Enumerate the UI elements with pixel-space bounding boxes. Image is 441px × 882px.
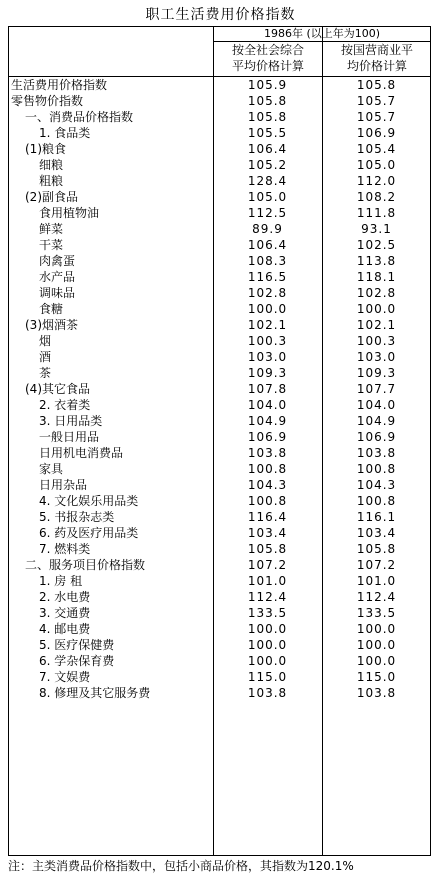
- value-state-commerce-average: 105.8: [356, 78, 397, 92]
- row-label: 日用机电消费品: [39, 446, 124, 460]
- value-state-commerce-average: 133.5: [356, 606, 397, 620]
- value-overall-average: 106.4: [247, 142, 288, 156]
- row-label: 生活费用价格指数: [11, 78, 108, 92]
- value-overall-average: 108.3: [247, 254, 288, 268]
- value-overall-average: 104.9: [247, 414, 288, 428]
- table-row: [9, 333, 430, 349]
- table-row: [9, 237, 430, 253]
- row-label: 水产品: [39, 270, 76, 284]
- value-overall-average: 105.0: [247, 190, 288, 204]
- value-state-commerce-average: 100.8: [356, 462, 397, 476]
- table-row: [9, 285, 430, 301]
- table-row: [9, 189, 430, 205]
- value-overall-average: 128.4: [247, 174, 288, 188]
- value-state-commerce-average: 100.8: [356, 494, 397, 508]
- value-state-commerce-average: 102.5: [356, 238, 397, 252]
- table-row: [9, 461, 430, 477]
- row-label: 零售物价指数: [11, 94, 84, 108]
- row-label: 2. 水电费: [39, 590, 91, 604]
- row-label: 3. 日用品类: [39, 414, 103, 428]
- value-overall-average: 109.3: [247, 366, 288, 380]
- row-label: 2. 衣着类: [39, 398, 91, 412]
- table-row: [9, 397, 430, 413]
- value-overall-average: 100.0: [247, 654, 288, 668]
- value-overall-average: 105.2: [247, 158, 288, 172]
- value-state-commerce-average: 100.0: [356, 302, 397, 316]
- row-label: 1. 食品类: [39, 126, 91, 140]
- value-overall-average: 104.0: [247, 398, 288, 412]
- value-overall-average: 105.8: [247, 94, 288, 108]
- value-state-commerce-average: 93.1: [361, 222, 392, 236]
- table-row: [9, 685, 430, 701]
- footnote: 注：主类消费品价格指数中，包括小商品价格，其指数为120.1%: [8, 859, 354, 873]
- table-row: [9, 157, 430, 173]
- row-label: 粗粮: [39, 174, 64, 188]
- value-overall-average: 105.9: [247, 78, 288, 92]
- value-state-commerce-average: 111.8: [356, 206, 397, 220]
- row-label: 一、消费品价格指数: [25, 110, 134, 124]
- value-state-commerce-average: 112.0: [356, 174, 397, 188]
- value-state-commerce-average: 105.7: [356, 94, 397, 108]
- value-overall-average: 103.8: [247, 446, 288, 460]
- value-state-commerce-average: 100.0: [356, 638, 397, 652]
- row-label: (4)其它食品: [25, 382, 90, 396]
- row-label: 5. 医疗保健费: [39, 638, 115, 652]
- table-row: [9, 413, 430, 429]
- row-label: (1)粮食: [25, 142, 66, 156]
- table-row: [9, 93, 430, 109]
- value-state-commerce-average: 106.9: [356, 430, 397, 444]
- row-label: 日用杂品: [39, 478, 88, 492]
- table-row: [9, 509, 430, 525]
- value-state-commerce-average: 103.8: [356, 446, 397, 460]
- value-state-commerce-average: 105.7: [356, 110, 397, 124]
- value-state-commerce-average: 103.4: [356, 526, 397, 540]
- value-overall-average: 116.4: [247, 510, 288, 524]
- value-state-commerce-average: 105.4: [356, 142, 397, 156]
- value-state-commerce-average: 105.8: [356, 542, 397, 556]
- value-state-commerce-average: 109.3: [356, 366, 397, 380]
- row-label: 1. 房 租: [39, 574, 83, 588]
- table-body: [9, 77, 430, 701]
- table-title: 职工生活费用价格指数: [145, 7, 296, 23]
- table-row: [9, 301, 430, 317]
- row-label: 食糖: [39, 302, 64, 316]
- value-overall-average: 103.8: [247, 686, 288, 700]
- value-state-commerce-average: 100.3: [356, 334, 397, 348]
- value-state-commerce-average: 108.2: [356, 190, 397, 204]
- value-state-commerce-average: 105.0: [356, 158, 397, 172]
- value-overall-average: 106.4: [247, 238, 288, 252]
- value-overall-average: 100.8: [247, 462, 288, 476]
- row-label: 肉禽蛋: [39, 254, 76, 268]
- value-state-commerce-average: 106.9: [356, 126, 397, 140]
- row-label: 家具: [39, 462, 64, 476]
- table-row: [9, 621, 430, 637]
- table-row: [9, 573, 430, 589]
- column-header-line: 平均价格计算: [231, 59, 304, 73]
- value-overall-average: 115.0: [247, 670, 288, 684]
- table-row: [9, 605, 430, 621]
- table-row: [9, 429, 430, 445]
- column-header-line: 按全社会综合: [231, 43, 304, 57]
- table-row: [9, 653, 430, 669]
- table-row: [9, 381, 430, 397]
- row-label: 细粮: [39, 158, 64, 172]
- value-overall-average: 89.9: [252, 222, 283, 236]
- table-row: [9, 525, 430, 541]
- value-state-commerce-average: 101.0: [356, 574, 397, 588]
- price-index-table: [8, 26, 431, 856]
- value-overall-average: 100.0: [247, 638, 288, 652]
- value-state-commerce-average: 113.8: [356, 254, 397, 268]
- row-label: (2)副食品: [25, 190, 78, 204]
- value-state-commerce-average: 107.2: [356, 558, 397, 572]
- table-row: [9, 669, 430, 685]
- table-row: [9, 477, 430, 493]
- value-overall-average: 112.4: [247, 590, 288, 604]
- row-label: 酒: [39, 350, 52, 364]
- value-overall-average: 102.1: [247, 318, 288, 332]
- value-state-commerce-average: 102.1: [356, 318, 397, 332]
- value-state-commerce-average: 100.0: [356, 622, 397, 636]
- row-label: 食用植物油: [39, 206, 100, 220]
- value-state-commerce-average: 112.4: [356, 590, 397, 604]
- table-row: [9, 365, 430, 381]
- value-overall-average: 105.8: [247, 542, 288, 556]
- table-row: [9, 173, 430, 189]
- table-row: [9, 637, 430, 653]
- row-label: 干菜: [39, 238, 64, 252]
- table-row: [9, 317, 430, 333]
- table-row: [9, 205, 430, 221]
- value-overall-average: 100.0: [247, 622, 288, 636]
- value-overall-average: 107.2: [247, 558, 288, 572]
- table-row: [9, 349, 430, 365]
- value-state-commerce-average: 104.0: [356, 398, 397, 412]
- unit-label: 1986年 (以上年为100): [263, 27, 381, 40]
- row-label: (3)烟酒茶: [25, 318, 78, 332]
- table-row: [9, 589, 430, 605]
- value-state-commerce-average: 118.1: [356, 270, 397, 284]
- table-row: [9, 125, 430, 141]
- value-overall-average: 102.8: [247, 286, 288, 300]
- row-label: 调味品: [39, 286, 76, 300]
- value-overall-average: 101.0: [247, 574, 288, 588]
- row-label: 6. 学杂保育费: [39, 654, 115, 668]
- value-overall-average: 103.0: [247, 350, 288, 364]
- value-overall-average: 116.5: [247, 270, 288, 284]
- row-label: 8. 修理及其它服务费: [39, 686, 151, 700]
- column-header-line: 均价格计算: [346, 59, 407, 73]
- row-label: 4. 文化娱乐用品类: [39, 494, 139, 508]
- value-overall-average: 100.3: [247, 334, 288, 348]
- table-row: [9, 557, 430, 573]
- table-row: [9, 77, 430, 93]
- table-row: [9, 253, 430, 269]
- value-state-commerce-average: 103.8: [356, 686, 397, 700]
- value-overall-average: 100.0: [247, 302, 288, 316]
- row-label: 4. 邮电费: [39, 622, 91, 636]
- value-overall-average: 112.5: [247, 206, 288, 220]
- table-row: [9, 445, 430, 461]
- row-label: 7. 文娱费: [39, 670, 91, 684]
- row-label: 一般日用品: [39, 430, 100, 444]
- value-state-commerce-average: 100.0: [356, 654, 397, 668]
- row-label: 7. 燃料类: [39, 542, 91, 556]
- row-label: 6. 药及医疗用品类: [39, 526, 139, 540]
- row-label: 5. 书报杂志类: [39, 510, 115, 524]
- row-label: 二、服务项目价格指数: [25, 558, 146, 572]
- value-overall-average: 103.4: [247, 526, 288, 540]
- table-row: [9, 541, 430, 557]
- value-overall-average: 106.9: [247, 430, 288, 444]
- column-header-overall-average: [214, 42, 322, 76]
- value-state-commerce-average: 103.0: [356, 350, 397, 364]
- value-overall-average: 133.5: [247, 606, 288, 620]
- table-row: [9, 141, 430, 157]
- value-state-commerce-average: 116.1: [356, 510, 397, 524]
- value-overall-average: 105.8: [247, 110, 288, 124]
- row-label: 鲜菜: [39, 222, 64, 236]
- column-header-state-commerce-average: [323, 42, 431, 76]
- value-state-commerce-average: 104.9: [356, 414, 397, 428]
- value-overall-average: 105.5: [247, 126, 288, 140]
- value-overall-average: 100.8: [247, 494, 288, 508]
- table-row: [9, 269, 430, 285]
- table-row: [9, 109, 430, 125]
- table-row: [9, 221, 430, 237]
- column-header-line: 按国营商业平: [340, 43, 413, 57]
- row-label: 茶: [39, 366, 52, 380]
- value-state-commerce-average: 102.8: [356, 286, 397, 300]
- value-state-commerce-average: 107.7: [356, 382, 397, 396]
- row-label: 烟: [39, 334, 52, 348]
- row-label: 3. 交通费: [39, 606, 91, 620]
- value-state-commerce-average: 104.3: [356, 478, 397, 492]
- value-state-commerce-average: 115.0: [356, 670, 397, 684]
- table-row: [9, 493, 430, 509]
- value-overall-average: 104.3: [247, 478, 288, 492]
- value-overall-average: 107.8: [247, 382, 288, 396]
